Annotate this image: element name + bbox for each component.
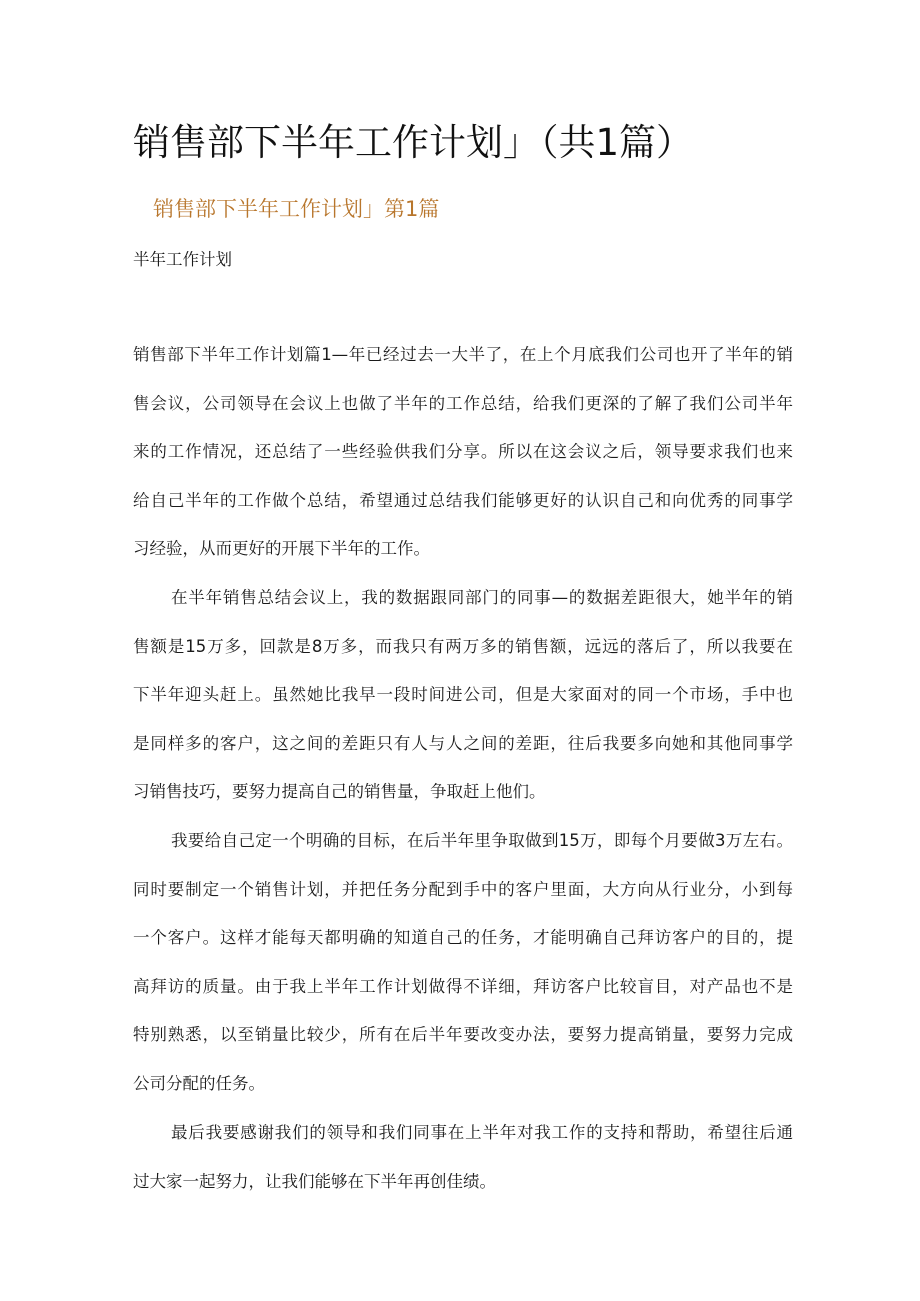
paragraph-line: 高拜访的质量。由于我上半年工作计划做得不详细，拜访客户比较盲目，对产品也不是 [133,976,793,996]
paragraph-4 [133,1109,793,1206]
paragraph-line: 销售部下半年工作计划篇1—年已经过去一大半了，在上个月底我们公司也开了半年的销 [133,345,793,364]
document-title: 销售部下半年工作计划」（共1篇） [133,121,694,164]
paragraph-line: 最后我要感谢我们的领导和我们同事在上半年对我工作的支持和帮助，希望往后通 [171,1123,793,1142]
paragraph-line: 下半年迎头赶上。虽然她比我早一段时间进公司，但是大家面对的同一个市场，手中也 [133,685,793,704]
subheading: 半年工作计划 [133,250,232,269]
paragraph-3 [133,817,793,1108]
paragraph-line: 来的工作情况，还总结了一些经验供我们分享。所以在这会议之后，领导要求我们也来 [133,442,793,461]
paragraph-1 [133,331,793,574]
paragraph-line: 售额是15万多，回款是8万多，而我只有两万多的销售额，远远的落后了，所以我要在 [133,636,793,656]
paragraph-line: 我要给自己定一个明确的目标，在后半年里争取做到15万，即每个月要做3万左右。 [171,831,793,850]
section-title: 销售部下半年工作计划」第1篇 [153,197,440,221]
paragraph-line: 公司分配的任务。 [133,1073,265,1093]
paragraph-line: 习经验，从而更好的开展下半年的工作。 [133,539,430,558]
paragraph-2 [133,574,793,817]
paragraph-line: 一个客户。这样才能每天都明确的知道自己的任务，才能明确自己拜访客户的目的，提 [133,928,793,947]
paragraph-line: 同时要制定一个销售计划，并把任务分配到手中的客户里面，大方向从行业分，小到每 [133,879,793,899]
paragraph-line: 是同样多的客户，这之间的差距只有人与人之间的差距，往后我要多向她和其他同事学 [133,733,793,753]
paragraph-line: 过大家一起努力，让我们能够在下半年再创佳绩。 [133,1171,496,1191]
paragraph-line: 售会议，公司领导在会议上也做了半年的工作总结，给我们更深的了解了我们公司半年 [133,393,793,413]
paragraph-line: 习销售技巧，要努力提高自己的销售量，争取赶上他们。 [133,782,546,801]
paragraph-line: 在半年销售总结会议上，我的数据跟同部门的同事—的数据差距很大，她半年的销 [171,588,793,607]
paragraph-line: 给自己半年的工作做个总结，希望通过总结我们能够更好的认识自己和向优秀的同事学 [133,490,793,510]
paragraph-line: 特别熟悉，以至销量比较少，所有在后半年要改变办法，要努力提高销量，要努力完成 [133,1025,793,1044]
